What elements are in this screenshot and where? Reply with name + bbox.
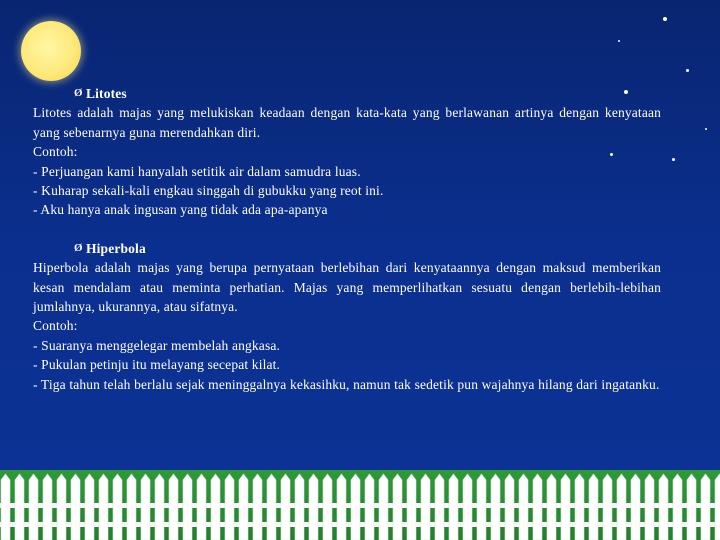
fence-picket (645, 474, 654, 540)
fence-picket (519, 474, 528, 540)
fence-picket (351, 474, 360, 540)
definition-paragraph: Hiperbola adalah majas yang berupa pernyataan berlebihan dari kenyataannya dengan maksud memberikan kesan mendalam atau meminta perhatian. Majas yang memperlihatkan sesuatu dengan berlebih-lebihan jumlahnya, ukurannya, atau sifatnya. (33, 260, 661, 315)
fence-picket (281, 474, 290, 540)
fence-picket (561, 474, 570, 540)
fence-picket (421, 474, 430, 540)
example-line: - Perjuangan kami hanyalah setitik air dalam samudra luas. (33, 163, 361, 179)
fence-picket (127, 474, 136, 540)
fence-picket (463, 474, 472, 540)
fence-picket (575, 474, 584, 540)
fence-picket (533, 474, 542, 540)
fence-picket (239, 474, 248, 540)
fence-picket (631, 474, 640, 540)
fence-picket (169, 474, 178, 540)
fence-picket (253, 474, 262, 540)
example-line: - Suaranya menggelegar membelah angkasa. (33, 337, 281, 353)
fence-picket (393, 474, 402, 540)
fence-picket (365, 474, 374, 540)
fence-picket (337, 474, 346, 540)
fence-picket (71, 474, 80, 540)
fence-picket (295, 474, 304, 540)
fence-picket (407, 474, 416, 540)
fence-picket (547, 474, 556, 540)
fence-picket (379, 474, 388, 540)
fence-picket (505, 474, 514, 540)
contoh-label: Contoh: (33, 318, 78, 334)
fence-picket (309, 474, 318, 540)
fence-picket (1, 474, 10, 540)
fence-picket (603, 474, 612, 540)
definition-paragraph: Litotes adalah majas yang melukiskan keadaan dengan kata-kata yang berlawanan artinya dengan kenyataan yang sebenarnya guna merendahkan diri. (33, 105, 661, 140)
fence-picket (155, 474, 164, 540)
fence-picket (15, 474, 24, 540)
fence-picket (141, 474, 150, 540)
fence-picket (477, 474, 486, 540)
fence-picket (99, 474, 108, 540)
fence-picket (659, 474, 668, 540)
contoh-label: Contoh: (33, 144, 78, 160)
fence-picket (43, 474, 52, 540)
fence-picket (183, 474, 192, 540)
fence-picket (701, 474, 710, 540)
fence-picket (267, 474, 276, 540)
fence-picket (589, 474, 598, 540)
fence-picket (29, 474, 38, 540)
example-line: - Tiga tahun telah berlalu sejak meninggalnya kekasihku, namun tak sedetik pun wajahnya hilang dari ingatanku. (33, 376, 660, 392)
fence-picket (687, 474, 696, 540)
fence-picket (715, 474, 720, 540)
fence-picket (113, 474, 122, 540)
example-line: - Aku hanya anak ingusan yang tidak ada apa-apanya (33, 202, 328, 218)
fence-picket (449, 474, 458, 540)
fence-picket (617, 474, 626, 540)
fence-picket (225, 474, 234, 540)
fence-picket (211, 474, 220, 540)
fence-picket (85, 474, 94, 540)
fence-picket (435, 474, 444, 540)
arrow-bullet-icon: Ø (74, 241, 83, 254)
fence-picket (673, 474, 682, 540)
arrow-bullet-icon: Ø (74, 87, 83, 99)
fence-picket (491, 474, 500, 540)
heading-text: Litotes (86, 86, 127, 101)
fence-picket (57, 474, 66, 540)
example-line: - Kuharap sekali-kali engkau singgah di gubukku yang reot ini. (33, 183, 384, 199)
heading-text: Hiperbola (86, 240, 146, 256)
fence-picket (197, 474, 206, 540)
example-line: - Pukulan petinju itu melayang secepat kilat. (33, 357, 281, 373)
fence-picket (323, 474, 332, 540)
